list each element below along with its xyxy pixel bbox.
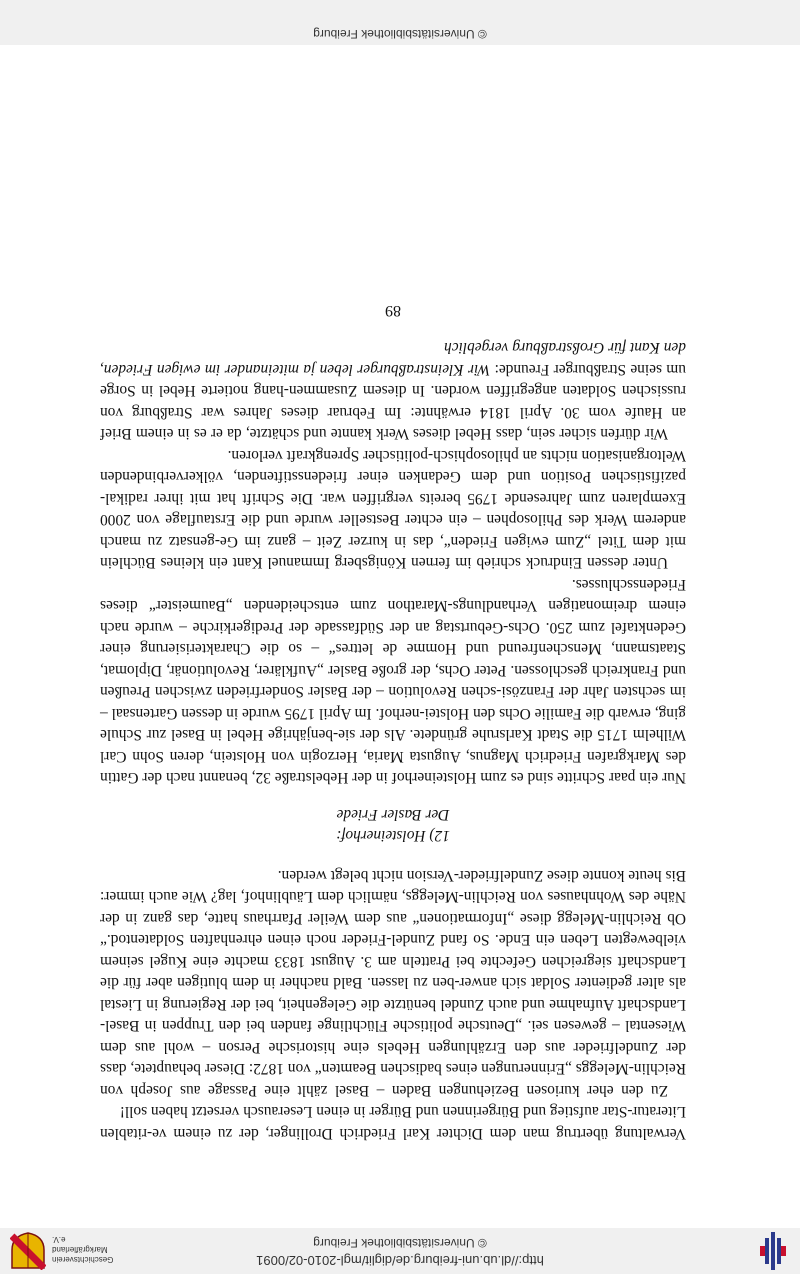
section-heading [100, 805, 686, 847]
paragraph: Unter dessen Eindruck schrieb im fernen Königsberg Immanuel Kant ein kleines Büchlein mit dem Titel „Zum ewigen Frieden“, das in kurzer Zeit – ganz im Ge-gensatz zu manch anderem Werk des Philosophen – ein echter Bestseller wurde und die Erstauflage von 2000 Exemplaren zum Jahresende 1795 bereits vergriffen war. Die Schrift hat mit ihrer radikal-pazifistischen Position und dem Gedanken einer friedensstiftenden, völkerverbindenden Weltorganisation nichts an philosophisch-politischer Sprengkraft verloren. [100, 447, 686, 572]
italic-quote: Wir Kleinstraßburger leben ja miteinander im ewigen Frieden, den Kant für Großstraßburg vergeblich [100, 339, 686, 378]
footer-copyright-notice: © Universitätsbibliothek Freiburg [313, 27, 487, 41]
paragraph: Zu den eher kuriosen Beziehungen Baden – Basel zählt eine Passage aus Joseph von Reichlin-Meleggs „Erinnerungen eines badischen Beamten“ von 1872: Dieser behauptete, dass der Zundelfrieder aus den Erzählungen Hebels eine historische Person – wohl aus dem Wiesental – gewesen sei. „Deutsche politische Flüchtlinge fanden bei den Truppen in Basel-Landschaft Aufnahme und auch Zundel benützte die Gelegenheit, bei der Regierung in Liestal als alter gedienter Soldat sich anwer-ben zu lassen. Bald nachher in dem blutigen aber für die Landschaft siegreichen Gefechte bei Pratteln am 3. August 1833 machte eine Kugel seinem vielbewegten Leben ein Ende. So fand Zundel-Frieder noch einen ehrenhaften Soldatentod.“ Ob Reichlin-Melegg diese „Informationen“ aus dem Weiler Pfarrhaus hatte, das ganz in der Nähe des Wohnhauses von Reichlin-Meleggs, nämlich dem Läublinhof, lag? Wie auch immer: Bis heute konnte diese Zundelfrieder-Version nicht belegt werden. [100, 867, 686, 1099]
paragraph [100, 337, 686, 445]
paragraph-text: Wir dürfen sicher sein, dass Hebel dieses Werk kannte und schätzte, da er es in einem Brief an Haufe vom 30. April 1814 erwähnte: Im Februar dieses Jahres war Straßburg von russischen Soldaten angegriffen worden. In diesem Zusammen-hang notierte Hebel in Sorge um seine Straßburger Freunde: [100, 361, 686, 443]
book-page-text [100, 300, 686, 1145]
section-heading-title: Der Basler Friede [336, 806, 450, 824]
society-logo [10, 1232, 114, 1270]
viewer-footer-bar [0, 0, 800, 45]
society-name-line1: Geschichtsverein [52, 1255, 114, 1264]
document-url[interactable]: http://dl.ub.uni-freiburg.de/diglit/mgl-2010-02/0091 [256, 1253, 544, 1268]
section-heading-number: 12) Holsteinerhof: [336, 827, 450, 845]
paragraph: Verwaltung übertrug man dem Dichter Karl Friedrich Drollinger, der zu einem ve-ritablen Literatur-Star aufstieg und Bürgerinnen und Bürger in einen Leserausch versetzt haben soll! [100, 1103, 686, 1142]
society-name-line2: Markgräflerland e.V. [52, 1235, 108, 1254]
viewer-header-bar [0, 1228, 800, 1274]
coat-of-arms-icon [10, 1232, 46, 1270]
copyright-notice: © Universitätsbibliothek Freiburg [313, 1236, 487, 1250]
page-number: 89 [385, 302, 401, 319]
paragraph: Nur ein paar Schritte sind es zum Holsteinerhof in der Hebelstraße 32, benannt nach der Gattin des Markgrafen Friedrich Magnus, Augusta Maria, Herzogin von Holstein, deren Sohn Carl Wilhelm 1715 die Stadt Karlsruhe gründete. Als der sie-benjährige Hebel in Basel zur Schule ging, erwarb die Familie Ochs den Holstei-nerhof. Im April 1795 wurde in dessen Gartensaal – im sechsten Jahr der Französi-schen Revolution – der Basler Sonderfrieden zwischen Preußen und Frankreich geschlossen. Peter Ochs, der große Basler „Aufklärer, Revolutionär, Diplomat, Staatsmann, Menschenfreund und Homme de lettres“ – so die Charakterisierung einer Gedenktafel zum 250. Ochs-Geburtstag an der Südfassade der Predigerkirche – wurde nach einem dreimonatigen Verhandlungs-Marathon zum entscheidenden „Baumeister“ dieses Friedensschlusses. [100, 576, 686, 787]
